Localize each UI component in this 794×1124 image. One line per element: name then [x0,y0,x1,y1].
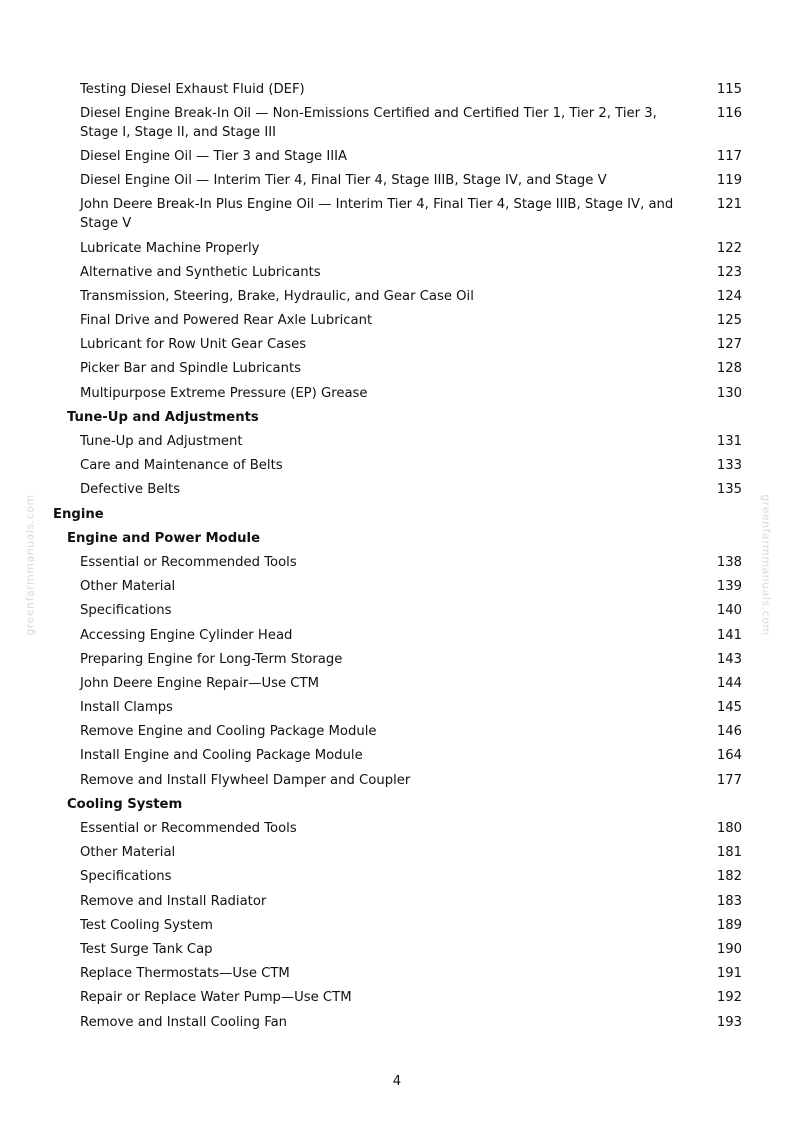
toc-entry-page-number: 121 [716,197,742,213]
toc-entry-page-number: 143 [716,651,742,667]
toc-entry-page-number: 190 [716,941,742,957]
toc-entry-title: Care and Maintenance of Belts [80,458,283,474]
toc-entry[interactable] [0,816,794,840]
page-number: 4 [392,1074,402,1089]
toc-entry[interactable] [0,841,794,865]
toc-section-heading[interactable] [0,526,794,550]
toc-entry[interactable] [0,429,794,453]
toc-entry-page-number: 140 [716,603,742,619]
toc-entry-page-number: 117 [716,148,742,164]
toc-entry-title: Diesel Engine Break-In Oil — Non-Emissions Certified and Certified Tier 1, Tier 2, Tier 3, Stage I, Stage II, and Stage III [80,105,657,140]
toc-chapter-heading[interactable] [0,502,794,526]
toc-entry-page-number: 124 [716,288,742,304]
toc-entry-title: John Deere Engine Repair—Use CTM [80,675,319,691]
toc-entry-title: Replace Thermostats—Use CTM [80,966,290,982]
toc-entry-page-number: 189 [716,917,742,933]
toc-entry-title: Specifications [80,869,172,885]
toc-entry-title: Lubricant for Row Unit Gear Cases [80,337,307,353]
toc-entry-title: Tune-Up and Adjustments [67,409,259,425]
toc-entry-page-number: 123 [716,264,742,280]
toc-entry-page-number: 146 [716,724,742,740]
toc-entry[interactable] [0,381,794,405]
toc-entry[interactable] [0,309,794,333]
toc-entry-title: Accessing Engine Cylinder Head [80,627,293,643]
toc-entry[interactable] [0,284,794,308]
toc-entry-title: Defective Belts [80,482,181,498]
toc-entry-page-number: 119 [716,173,742,189]
toc-entry-title: Transmission, Steering, Brake, Hydraulic, and Gear Case Oil [80,288,474,304]
toc-entry[interactable] [0,169,794,193]
toc-entry-page-number: 130 [716,385,742,401]
toc-entry[interactable] [0,357,794,381]
toc-entry-title: Remove and Install Radiator [80,893,267,909]
toc-entry[interactable] [0,696,794,720]
toc-entry-page-number: 122 [716,240,742,256]
watermark-left: greenfarmmanuals.com [23,494,37,636]
toc-entry[interactable] [0,550,794,574]
toc-entry-title: Engine [53,506,104,522]
toc-entry-title: Tune-Up and Adjustment [80,434,243,450]
toc-entry-title: Test Cooling System [80,917,213,933]
toc-entry[interactable] [0,333,794,357]
toc-entry[interactable] [0,937,794,961]
watermark-right: greenfarmmanuals.com [759,494,773,636]
toc-entry-page-number: 180 [716,821,742,837]
toc-entry-title: Essential or Recommended Tools [80,821,297,837]
toc-entry-title: Lubricate Machine Properly [80,240,260,256]
toc-entry-title: Alternative and Synthetic Lubricants [80,264,321,280]
toc-entry-title: Other Material [80,579,176,595]
toc-entry[interactable] [0,77,794,101]
toc-entry[interactable] [0,575,794,599]
toc-entry-title: John Deere Break-In Plus Engine Oil — Interim Tier 4, Final Tier 4, Stage IIIB, Stage IV, and Stage V [80,197,674,232]
toc-entry-page-number: 141 [716,627,742,643]
toc-entry-page-number: 144 [716,675,742,691]
toc-entry[interactable] [0,889,794,913]
toc-entry[interactable] [0,1010,794,1034]
toc-entry-title: Multipurpose Extreme Pressure (EP) Grease [80,385,368,401]
toc-entry-page-number: 181 [716,845,742,861]
toc-entry-page-number: 145 [716,700,742,716]
toc-entry[interactable] [0,913,794,937]
toc-entry[interactable] [0,144,794,168]
toc-entry-title: Test Surge Tank Cap [80,941,213,957]
toc-entry-page-number: 183 [716,893,742,909]
toc-entry[interactable] [0,865,794,889]
toc-entry-page-number: 182 [716,869,742,885]
table-of-contents [0,77,794,1034]
toc-entry[interactable] [0,193,794,236]
toc-entry[interactable] [0,962,794,986]
toc-section-heading[interactable] [0,405,794,429]
toc-entry[interactable] [0,647,794,671]
toc-entry-title: Install Clamps [80,700,173,716]
toc-entry-title: Engine and Power Module [67,530,261,546]
toc-entry[interactable] [0,744,794,768]
toc-entry-title: Install Engine and Cooling Package Module [80,748,363,764]
toc-entry-page-number: 191 [716,966,742,982]
toc-entry-page-number: 164 [716,748,742,764]
toc-entry-title: Remove Engine and Cooling Package Module [80,724,377,740]
toc-entry[interactable] [0,986,794,1010]
toc-entry-page-number: 115 [716,81,742,97]
toc-entry-page-number: 177 [716,772,742,788]
toc-entry[interactable] [0,236,794,260]
toc-entry-page-number: 127 [716,337,742,353]
toc-entry-page-number: 193 [716,1014,742,1030]
toc-entry-title: Picker Bar and Spindle Lubricants [80,361,301,377]
toc-entry[interactable] [0,623,794,647]
toc-entry-page-number: 125 [716,313,742,329]
toc-entry[interactable] [0,671,794,695]
toc-entry-title: Cooling System [67,796,183,812]
toc-entry[interactable] [0,768,794,792]
toc-entry-title: Specifications [80,603,172,619]
toc-entry[interactable] [0,599,794,623]
toc-entry-page-number: 139 [716,579,742,595]
toc-entry[interactable] [0,101,794,144]
toc-entry[interactable] [0,454,794,478]
toc-entry-page-number: 192 [716,990,742,1006]
toc-entry-title: Other Material [80,845,176,861]
toc-section-heading[interactable] [0,792,794,816]
toc-entry-title: Remove and Install Flywheel Damper and Coupler [80,772,411,788]
toc-entry-title: Remove and Install Cooling Fan [80,1014,288,1030]
toc-entry-page-number: 128 [716,361,742,377]
toc-entry[interactable] [0,720,794,744]
toc-entry-title: Repair or Replace Water Pump—Use CTM [80,990,352,1006]
toc-entry-page-number: 131 [716,434,742,450]
toc-entry-page-number: 133 [716,458,742,474]
toc-entry-title: Testing Diesel Exhaust Fluid (DEF) [80,81,305,97]
toc-entry-page-number: 116 [716,105,742,121]
toc-entry[interactable] [0,478,794,502]
toc-entry-title: Diesel Engine Oil — Tier 3 and Stage IIIA [80,148,348,164]
toc-entry[interactable] [0,260,794,284]
toc-entry-title: Final Drive and Powered Rear Axle Lubricant [80,313,373,329]
toc-entry-page-number: 135 [716,482,742,498]
toc-entry-page-number: 138 [716,554,742,570]
toc-entry-title: Preparing Engine for Long-Term Storage [80,651,343,667]
toc-entry-title: Diesel Engine Oil — Interim Tier 4, Final Tier 4, Stage IIIB, Stage IV, and Stage V [80,173,607,189]
toc-entry-title: Essential or Recommended Tools [80,554,297,570]
